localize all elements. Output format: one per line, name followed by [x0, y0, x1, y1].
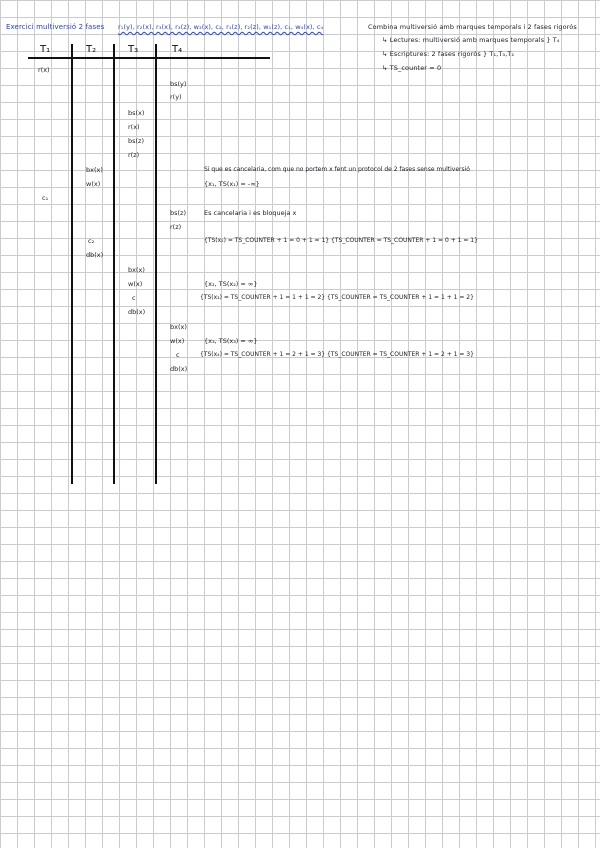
op-t3-bs-x: bs(x) [128, 109, 145, 117]
column-divider-1 [71, 44, 73, 484]
column-divider-3 [155, 44, 157, 484]
op-t3-r-z: r(z) [128, 151, 140, 159]
op-t2-w-x: w(x) [86, 180, 101, 188]
op-t4-bx-x: bx(x) [170, 323, 187, 331]
comment-version-x3: {x₃, TS(x₃) = ∞} [204, 337, 258, 345]
comment-ts-x4: {TS(x₄) = TS_COUNTER + 1 = 2 + 1 = 3} {TS_COUNTER = TS_COUNTER + 1 = 2 + 1 = 3} [200, 351, 474, 358]
column-header-t4: T₄ [172, 44, 183, 55]
column-header-t2: T₂ [86, 44, 97, 55]
op-t3-bs-z: bs(z) [128, 137, 144, 145]
exercise-title: Exercici multiversió 2 fases [6, 23, 105, 31]
op-t2-commit: c₂ [88, 237, 95, 245]
column-header-t1: T₁ [40, 44, 51, 55]
header-rule [28, 57, 270, 59]
op-t3-r-x: r(x) [128, 123, 140, 131]
column-divider-2 [113, 44, 115, 484]
comment-ts-x2: {TS(x₂) = TS_COUNTER + 1 = 0 + 1 = 1} {TS_COUNTER = TS_COUNTER + 1 = 0 + 1 = 1} [204, 237, 478, 244]
note-line-4: ↳ TS_counter = 0 [382, 64, 442, 72]
op-t3-commit: c [132, 294, 136, 302]
op-t2-bx-x: bx(x) [86, 166, 103, 174]
op-t2-db-x: db(x) [86, 251, 104, 259]
note-line-2: ↳ Lectures: multiversió amb marques temporals } T₄ [382, 36, 560, 44]
op-t3-w-x: w(x) [128, 280, 143, 288]
op-t4-w-x: w(x) [170, 337, 185, 345]
op-t4-r-y: r(y) [170, 93, 182, 101]
note-line-1: Combina multiversió amb marques temporals i 2 fases rigorós [368, 23, 577, 31]
comment-lock-x: Es cancelaria i es bloqueja x [204, 209, 297, 217]
op-t4-bs-z: bs(z) [170, 209, 186, 217]
op-t4-commit: c [176, 351, 180, 359]
op-t3-bx-x: bx(x) [128, 266, 145, 274]
op-t1-commit: c₁ [42, 194, 49, 202]
schedule-history: r₁(y), r₂(x), r₃(x), r₃(z), w₂(x), c₂, r₁(z), r₂(z), w₁(z), c₁, w₄(x), c₄ [118, 23, 324, 31]
op-t3-db-x: db(x) [128, 308, 146, 316]
op-t4-bs-y: bs(y) [170, 80, 187, 88]
op-t4-r-z: r(z) [170, 223, 182, 231]
column-header-t3: T₃ [128, 44, 139, 55]
comment-version-x1: {x₁, TS(x₁) = -∞} [204, 180, 260, 188]
op-t4-db-x: db(x) [170, 365, 188, 373]
op-t1-r-x: r(x) [38, 66, 50, 74]
comment-version-x2: {x₂, TS(x₂) = ∞} [204, 280, 258, 288]
comment-ts-x3: {TS(x₃) = TS_COUNTER + 1 = 1 + 1 = 2} {TS_COUNTER = TS_COUNTER + 1 = 1 + 1 = 2} [200, 294, 474, 301]
comment-abort-explanation: Si que es cancelaria, com que no portem x fent un protocol de 2 fases sense multiversió [204, 166, 470, 173]
note-line-3: ↳ Escriptures: 2 fases rigorós } T₁,T₃,T₂ [382, 50, 515, 58]
